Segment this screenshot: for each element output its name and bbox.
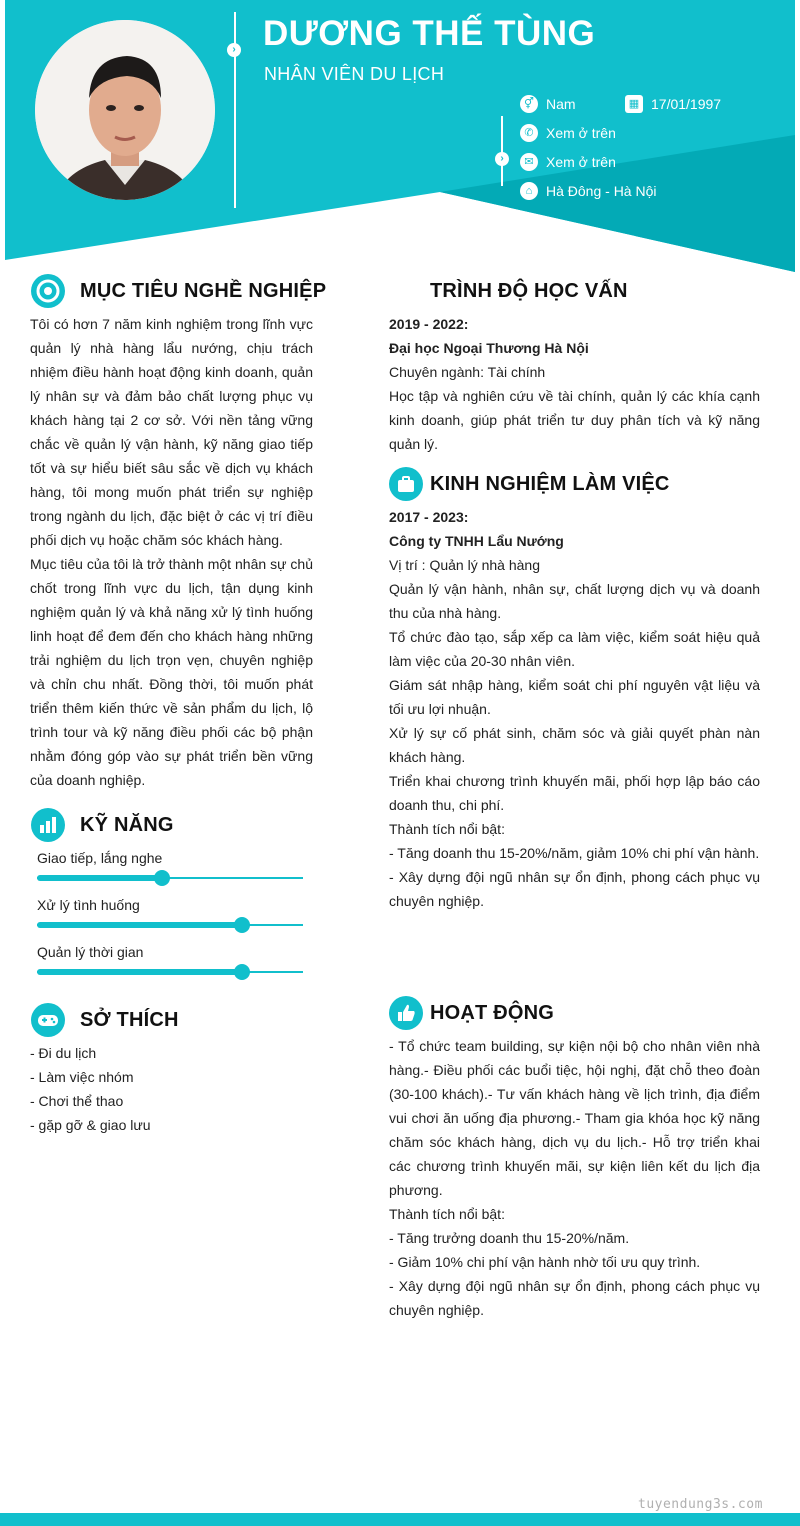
gender-icon: ⚥ [520, 95, 538, 113]
experience-line: - Xây dựng đội ngũ nhân sự ổn định, phong cách phục vụ chuyên nghiệp. [389, 869, 760, 909]
skill-bar-knob [154, 870, 170, 886]
hobby-item: - Đi du lịch [30, 1045, 97, 1061]
footer-bar [0, 1513, 800, 1526]
education-heading: TRÌNH ĐỘ HỌC VẤN [430, 280, 628, 302]
header [0, 0, 800, 275]
hobby-item: - Làm việc nhóm [30, 1069, 134, 1085]
phone-value: Xem ở trên [546, 125, 616, 141]
experience-position: Vị trí : Quản lý nhà hàng [389, 557, 540, 573]
skill-bar-fill [37, 875, 162, 881]
home-icon: ⌂ [520, 182, 538, 200]
avatar [35, 20, 215, 200]
skill-bar-knob [234, 917, 250, 933]
activity-line: - Xây dựng đội ngũ nhân sự ổn định, phong cách phục vụ chuyên nghiệp. [389, 1278, 760, 1318]
hobbies-heading: SỞ THÍCH [80, 1009, 179, 1031]
hobbies-list [30, 1041, 313, 1137]
birthdate-row [625, 95, 721, 113]
activity-line: - Giảm 10% chi phí vận hành nhờ tối ưu quy trình. [389, 1254, 701, 1270]
experience-line: Giám sát nhập hàng, kiểm soát chi phí nguyên vật liệu và tối ưu lợi nhuận. [389, 677, 760, 717]
experience-line: Quản lý vận hành, nhân sự, chất lượng dịch vụ và doanh thu của nhà hàng. [389, 581, 760, 621]
email-row [520, 153, 616, 171]
contact-divider [501, 116, 503, 186]
education-major: Chuyên ngành: Tài chính [389, 364, 546, 380]
birthdate-value: 17/01/1997 [651, 96, 722, 112]
objective-text [30, 312, 313, 792]
skill-label: Xử lý tình huống [37, 897, 140, 913]
education-description: Học tập và nghiên cứu về tài chính, quản lý các khía cạnh kinh doanh, giúp phát triển tư duy phân tích và kỹ năng quản lý. [389, 388, 760, 452]
chevron-right-icon: › [495, 152, 509, 166]
thumbs-up-icon [389, 996, 423, 1030]
education-period: 2019 - 2022: [389, 316, 469, 332]
candidate-title: NHÂN VIÊN DU LỊCH [264, 64, 445, 84]
candidate-name: DƯƠNG THẾ TÙNG [263, 14, 596, 53]
activities-text [389, 1034, 760, 1322]
activity-line: Thành tích nổi bật: [389, 1206, 505, 1222]
header-divider [234, 12, 236, 208]
hobby-item: - gặp gỡ & giao lưu [30, 1117, 151, 1133]
experience-period: 2017 - 2023: [389, 509, 469, 525]
skill-label: Giao tiếp, lắng nghe [37, 850, 163, 866]
address-row [520, 182, 657, 200]
watermark: tuyendung3s.com [638, 1497, 763, 1512]
skill-bar-fill [37, 922, 242, 928]
activities-heading: HOẠT ĐỘNG [430, 1002, 555, 1024]
experience-line: Tổ chức đào tạo, sắp xếp ca làm việc, kiểm soát hiệu quả làm việc của 20-30 nhân viên. [389, 629, 760, 669]
activity-line: - Tăng trưởng doanh thu 15-20%/năm. [389, 1230, 630, 1246]
activity-line: - Tổ chức team building, sự kiện nội bộ cho nhân viên nhà hàng.- Điều phối các buổi tiệc, hội nghị, đặt chỗ theo đoàn (30-100 khách).- Tư vấn khách hàng về lịch trình, địa điểm vui chơi ăn uống địa phương.- Tham gia khóa học kỹ năng chăm sóc khách hàng, dịch vụ du lịch.- Hỗ trợ triển khai các chương trình khuyến mãi, sự kiện liên kết du lịch địa phương. [389, 1038, 760, 1198]
gender-row [520, 95, 576, 113]
skills-heading: KỸ NĂNG [80, 814, 174, 836]
address-value: Hà Đông - Hà Nội [546, 183, 657, 199]
skill-bar [37, 877, 303, 879]
experience-line: Thành tích nổi bật: [389, 821, 505, 837]
briefcase-icon [389, 467, 423, 501]
phone-icon: ✆ [520, 124, 538, 142]
objective-paragraph: Mục tiêu của tôi là trở thành một nhân sự chủ chốt trong lĩnh vực du lịch, tận dụng kinh nghiệm quản lý và khả năng xử lý tình huống linh hoạt để đem đến cho khách hàng những trải nghiệm du lịch trọn vẹn, chuyên nghiệp và chỉn chu nhất. Đồng thời, tôi muốn phát triển thêm kiến thức về sản phẩm du lịch, lộ trình tour và kỹ năng điều phối các bộ phận nhằm đóng góp vào sự phát triển bền vững của doanh nghiệp. [30, 556, 313, 788]
phone-row [520, 124, 616, 142]
experience-line: Xử lý sự cố phát sinh, chăm sóc và giải quyết phàn nàn khách hàng. [389, 725, 760, 765]
experience-company: Công ty TNHH Lẩu Nướng [389, 533, 564, 549]
education-school: Đại học Ngoại Thương Hà Nội [389, 340, 589, 356]
bar-chart-icon [31, 808, 65, 842]
objective-paragraph: Tôi có hơn 7 năm kinh nghiệm trong lĩnh vực quản lý nhà hàng lẩu nướng, chịu trách nhiệm điều hành hoạt động kinh doanh, quản lý nhân sự và đảm bảo chất lượng phục vụ khách hàng tại 2 cơ sở. Với nền tảng vững chắc về quản lý vận hành, kỹ năng giao tiếp tốt và sự hiểu biết sâu sắc về dịch vụ khách hàng, tôi mong muốn phát triển sự nghiệp trong ngành du lịch, đặc biệt ở các vị trí điều phối dịch vụ hoặc chăm sóc khách hàng. [30, 316, 313, 548]
gamepad-icon [31, 1003, 65, 1037]
skill-bar-knob [234, 964, 250, 980]
hobby-item: - Chơi thể thao [30, 1093, 124, 1109]
avatar-photo [35, 20, 215, 200]
skill-bar [37, 971, 303, 973]
chevron-right-icon: › [227, 43, 241, 57]
calendar-icon: ▦ [625, 95, 643, 113]
education-text [389, 312, 760, 456]
experience-line: Triển khai chương trình khuyến mãi, phối hợp lập báo cáo doanh thu, chi phí. [389, 773, 760, 813]
experience-line: - Tăng doanh thu 15-20%/năm, giảm 10% chi phí vận hành. [389, 845, 760, 861]
objective-heading: MỤC TIÊU NGHỀ NGHIỆP [80, 280, 327, 302]
skill-bar-fill [37, 969, 242, 975]
mail-icon: ✉ [520, 153, 538, 171]
skill-bar [37, 924, 303, 926]
gender-value: Nam [546, 96, 576, 112]
skill-label: Quản lý thời gian [37, 944, 144, 960]
experience-text [389, 505, 760, 913]
experience-heading: KINH NGHIỆM LÀM VIỆC [430, 473, 670, 495]
target-icon [31, 274, 65, 308]
email-value: Xem ở trên [546, 154, 616, 170]
